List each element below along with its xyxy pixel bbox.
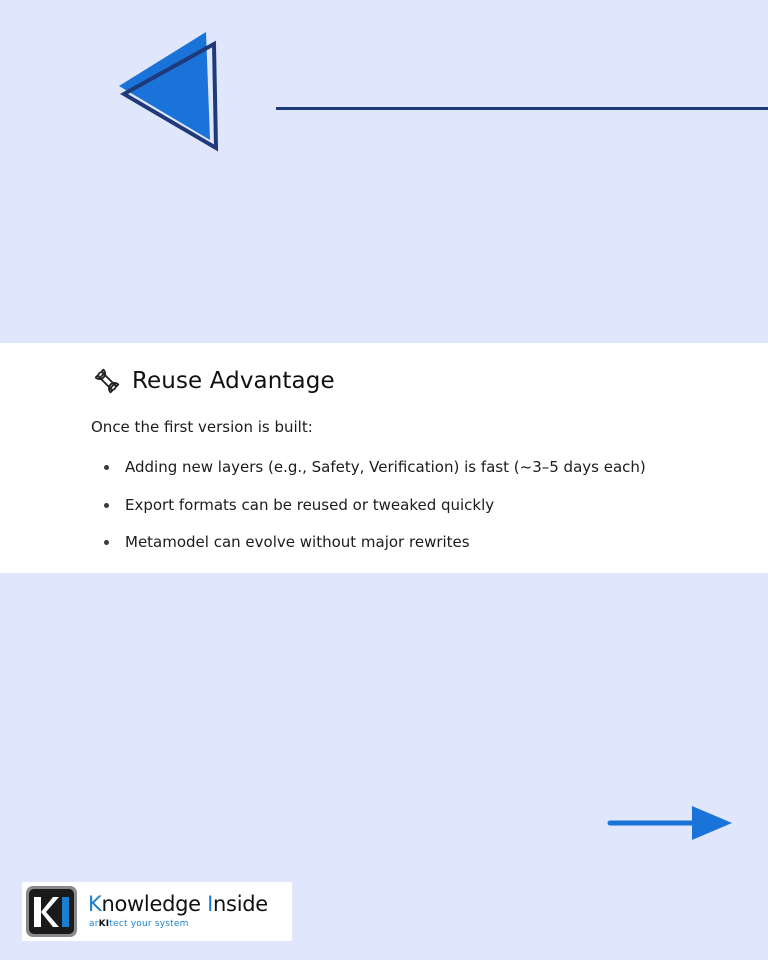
card-title: Reuse Advantage	[132, 368, 335, 394]
list-item-text: Adding new layers (e.g., Safety, Verification) is fast (~3–5 days each)	[125, 458, 646, 476]
arrow-right-icon[interactable]	[606, 803, 736, 843]
list-item	[0, 494, 646, 532]
logo-name-part2: nside	[213, 892, 268, 916]
logo-tagline-suffix: tect your system	[109, 919, 189, 929]
logo-tagline-prefix: ar	[89, 919, 99, 929]
knowledge-inside-logo-icon	[25, 885, 78, 938]
logo-name-part1: nowledge	[101, 892, 208, 916]
list-item-text: Metamodel can evolve without major rewrites	[125, 533, 470, 551]
list-item-text: Export formats can be reused or tweaked quickly	[125, 495, 495, 514]
decorative-triangle-icon	[112, 28, 224, 156]
wrench-icon	[92, 366, 122, 396]
header-divider-line	[276, 107, 768, 110]
logo-wordmark	[88, 892, 268, 916]
bullet-icon	[104, 465, 109, 470]
list-item	[0, 456, 646, 494]
logo-initial-i: I	[207, 892, 214, 916]
logo-tagline-highlight: KI	[98, 919, 110, 929]
card-heading	[92, 365, 335, 397]
bullet-icon	[104, 540, 109, 545]
bullet-icon	[104, 503, 109, 508]
logo-initial-k: K	[88, 892, 102, 916]
company-logo	[22, 882, 292, 941]
list-item	[0, 531, 646, 569]
logo-tagline	[89, 919, 189, 929]
advantage-list	[0, 456, 646, 569]
card-intro-text: Once the first version is built:	[91, 418, 313, 436]
